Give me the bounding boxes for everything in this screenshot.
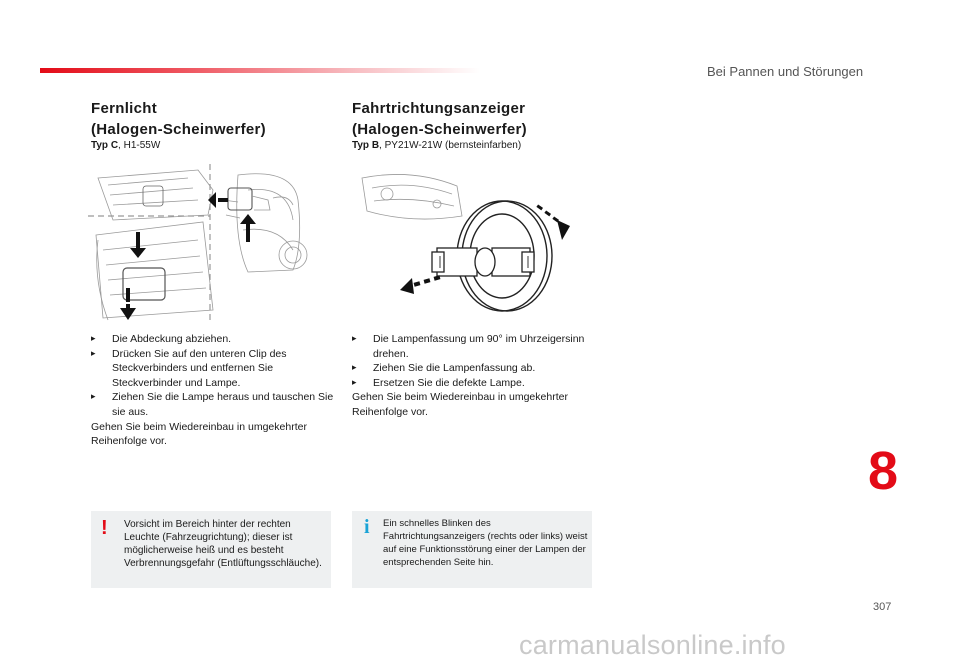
checkbox-arrow-icon: ▸ xyxy=(352,363,357,374)
right-step-text: Die Lampenfassung um 90° im Uhrzeigersinn drehen. xyxy=(373,333,585,360)
left-type-line xyxy=(91,140,160,151)
left-title xyxy=(91,98,341,140)
checkbox-arrow-icon: ▸ xyxy=(91,392,96,403)
left-headlamp-illustration xyxy=(88,160,328,326)
right-title-line2: (Halogen-Scheinwerfer) xyxy=(352,121,527,138)
left-step-item xyxy=(91,390,341,419)
left-title-line2: (Halogen-Scheinwerfer) xyxy=(91,121,266,138)
right-type-label: Typ B xyxy=(352,140,380,151)
left-type-label: Typ C xyxy=(91,140,119,151)
right-step-item xyxy=(352,332,592,361)
right-steps-list xyxy=(352,332,592,420)
right-type-line xyxy=(352,140,521,151)
exclamation-icon: ! xyxy=(101,517,108,539)
checkbox-arrow-icon: ▸ xyxy=(352,377,357,388)
chapter-number: 8 xyxy=(868,441,899,501)
right-step-item xyxy=(352,361,592,376)
right-step-text: Ziehen Sie die Lampenfassung ab. xyxy=(373,362,536,375)
right-title-line1: Fahrtrichtungsanzeiger xyxy=(352,100,526,117)
left-type-value: , H1-55W xyxy=(118,140,161,151)
left-step-item xyxy=(91,332,341,347)
left-step-item xyxy=(91,347,341,391)
left-title-line1: Fernlicht xyxy=(91,100,158,117)
info-text: Ein schnelles Blinken des Fahrtrichtungsanzeigers (rechts oder links) weist auf eine Funktionsstörung einer der Lampen der entsprechenden Seite hin. xyxy=(383,518,588,568)
header-accent-bar xyxy=(40,68,480,73)
right-type-value: , PY21W-21W (bernsteinfarben) xyxy=(379,140,522,151)
info-box xyxy=(352,511,592,588)
checkbox-arrow-icon: ▸ xyxy=(91,334,96,344)
left-step-text: Drücken Sie auf den unteren Clip des Steckverbinders und entfernen Sie Steckverbinder und Lampe. xyxy=(112,347,287,389)
section-title: Bei Pannen und Störungen xyxy=(707,64,864,79)
info-icon: i xyxy=(364,516,370,538)
right-title xyxy=(352,98,602,140)
checkbox-arrow-icon: ▸ xyxy=(352,334,357,344)
left-step-text: Ziehen Sie die Lampe heraus und tauschen Sie sie aus. xyxy=(112,391,334,418)
warning-box xyxy=(91,511,331,588)
right-reassembly-note: Gehen Sie beim Wiedereinbau in umgekehrter Reihenfolge vor. xyxy=(352,391,568,418)
right-lampholder-illustration xyxy=(352,166,590,320)
page-number: 307 xyxy=(873,601,892,613)
left-reassembly-note: Gehen Sie beim Wiedereinbau in umgekehrter Reihenfolge vor. xyxy=(91,420,307,448)
left-step-text: Die Abdeckung abziehen. xyxy=(112,333,232,345)
right-step-item xyxy=(352,376,592,391)
left-steps-list xyxy=(91,332,341,449)
checkbox-arrow-icon: ▸ xyxy=(91,348,96,359)
right-step-text: Ersetzen Sie die defekte Lampe. xyxy=(373,376,525,389)
warning-text: Vorsicht im Bereich hinter der rechten Leuchte (Fahrzeugrichtung); dieser ist möglicherweise heiß und es besteht Verbrennungsgefahr (Entlüftungsschläuche). xyxy=(124,519,322,569)
watermark: carmanualsonline.info xyxy=(519,630,786,660)
